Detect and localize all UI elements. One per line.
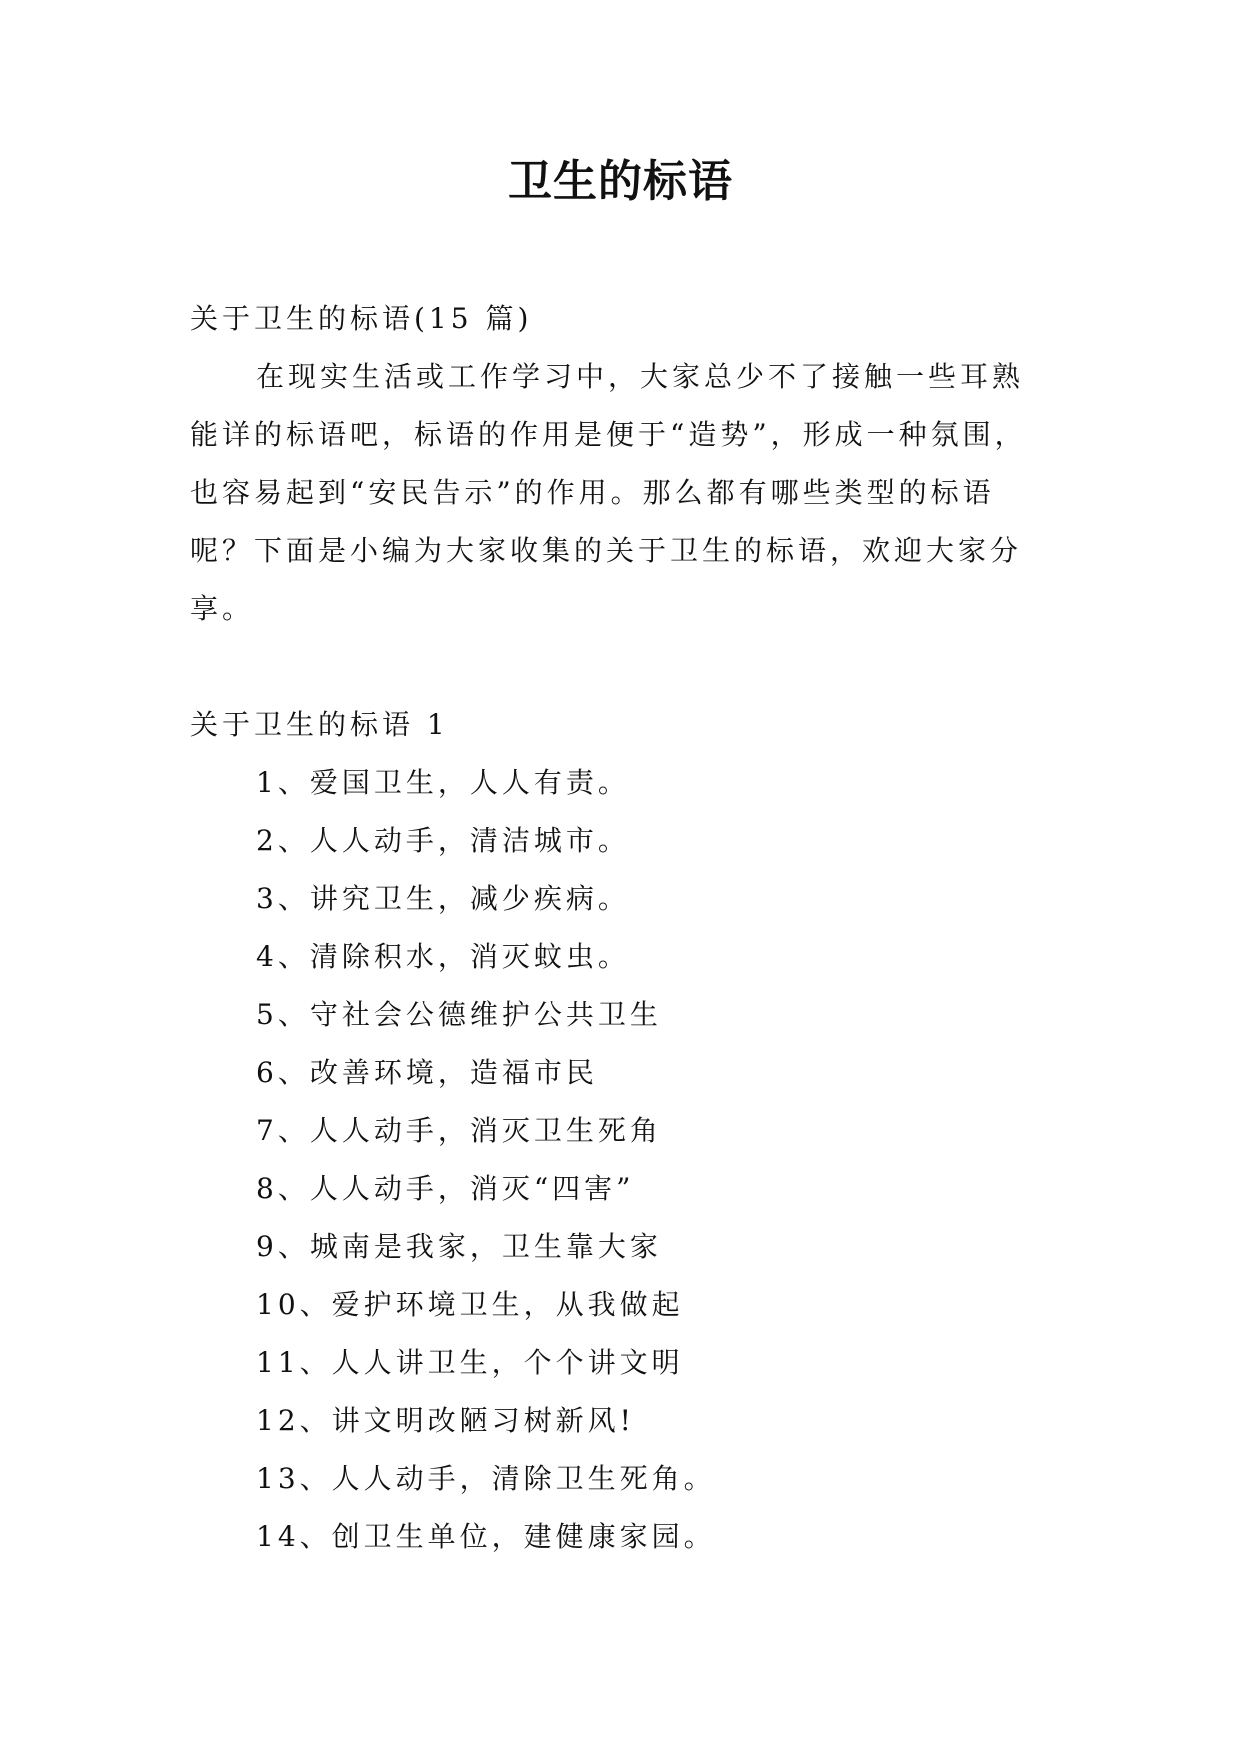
slogan-item: 13、人人动手，清除卫生死角。: [256, 1462, 716, 1495]
slogan-item: 10、爱护环境卫生，从我做起: [256, 1288, 684, 1321]
slogan-item: 2、人人动手，清洁城市。: [256, 824, 630, 857]
slogan-item: 14、创卫生单位，建健康家园。: [256, 1520, 716, 1553]
slogan-item: 11、人人讲卫生，个个讲文明: [256, 1346, 684, 1379]
slogan-item: 1、爱国卫生，人人有责。: [256, 766, 630, 799]
intro-line: 也容易起到“安民告示”的作用。那么都有哪些类型的标语: [190, 476, 995, 509]
intro-line: 呢？下面是小编为大家收集的关于卫生的标语，欢迎大家分: [190, 534, 1023, 567]
slogan-item: 9、城南是我家，卫生靠大家: [256, 1230, 662, 1263]
document-body: [190, 290, 1060, 1566]
slogan-item: 6、改善环境，造福市民: [256, 1056, 598, 1089]
intro-line: 在现实生活或工作学习中，大家总少不了接触一些耳熟: [256, 360, 1025, 393]
document-title: 卫生的标语: [508, 156, 733, 207]
slogan-item: 4、清除积水，消灭蚊虫。: [256, 940, 630, 973]
slogan-item: 5、守社会公德维护公共卫生: [256, 998, 662, 1031]
intro-line: 享。: [190, 592, 255, 625]
intro-line: 能详的标语吧，标语的作用是便于“造势”，形成一种氛围，: [190, 418, 1027, 451]
paragraph-spacer: [190, 638, 1060, 696]
slogan-item: 3、讲究卫生，减少疾病。: [256, 882, 630, 915]
section-heading: 关于卫生的标语 1: [190, 708, 449, 741]
slogan-item: 7、人人动手，消灭卫生死角: [256, 1114, 662, 1147]
slogan-item: 12、讲文明改陋习树新风!: [256, 1404, 635, 1437]
slogan-item: 8、人人动手，消灭“四害”: [256, 1172, 635, 1205]
subtitle: 关于卫生的标语(15 篇): [190, 302, 533, 335]
